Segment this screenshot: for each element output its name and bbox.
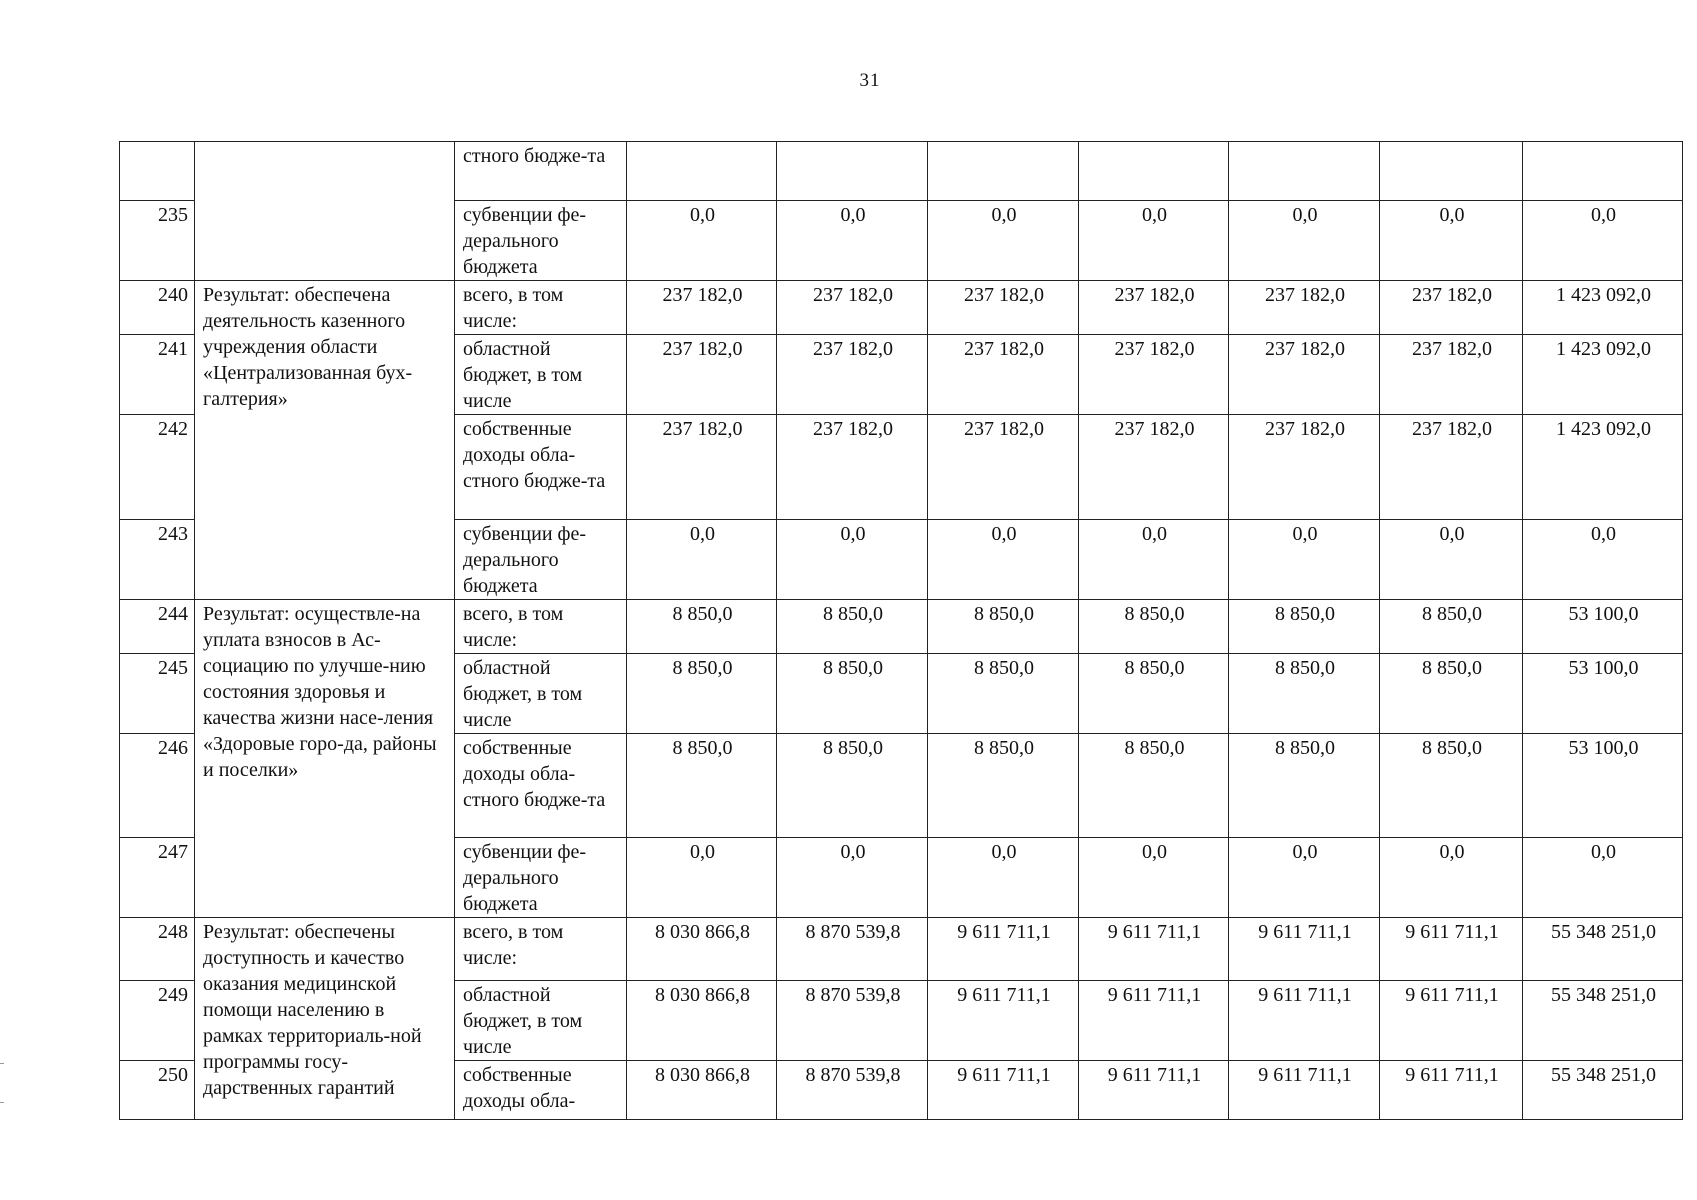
value-cell: 9 611 711,1 — [928, 1061, 1079, 1120]
value-cell: 8 850,0 — [627, 600, 777, 654]
row-number: 249 — [120, 981, 195, 1061]
value-cell: 237 182,0 — [627, 415, 777, 520]
value-cell: 0,0 — [928, 520, 1079, 600]
value-cell: 8 850,0 — [1380, 734, 1523, 838]
value-cell — [777, 142, 928, 201]
row-number: 247 — [120, 838, 195, 918]
value-cell: 0,0 — [777, 201, 928, 281]
result-description: Результат: обеспечена деятельность казенного учреждения области «Централизованная бух-галтерия» — [195, 281, 455, 600]
total-cell: 53 100,0 — [1523, 654, 1683, 734]
value-cell — [627, 142, 777, 201]
row-number: 240 — [120, 281, 195, 335]
row-number: 243 — [120, 520, 195, 600]
funding-type: стного бюдже-та — [455, 142, 627, 201]
total-cell: 0,0 — [1523, 838, 1683, 918]
total-cell: 55 348 251,0 — [1523, 918, 1683, 981]
total-cell — [1523, 142, 1683, 201]
funding-type: областной бюджет, в том числе — [455, 335, 627, 415]
value-cell: 237 182,0 — [928, 281, 1079, 335]
value-cell: 0,0 — [1229, 520, 1380, 600]
total-cell: 0,0 — [1523, 520, 1683, 600]
value-cell: 0,0 — [1079, 838, 1229, 918]
funding-type: всего, в том числе: — [455, 281, 627, 335]
row-number: 245 — [120, 654, 195, 734]
value-cell: 8 850,0 — [928, 600, 1079, 654]
total-cell: 55 348 251,0 — [1523, 1061, 1683, 1120]
value-cell: 0,0 — [1229, 838, 1380, 918]
value-cell: 9 611 711,1 — [928, 981, 1079, 1061]
value-cell: 9 611 711,1 — [1229, 918, 1380, 981]
value-cell: 8 870 539,8 — [777, 918, 928, 981]
row-number — [120, 142, 195, 201]
value-cell: 8 850,0 — [627, 654, 777, 734]
value-cell: 8 850,0 — [1229, 600, 1380, 654]
value-cell: 8 850,0 — [928, 734, 1079, 838]
value-cell: 237 182,0 — [1079, 415, 1229, 520]
value-cell: 8 850,0 — [1380, 654, 1523, 734]
row-number: 241 — [120, 335, 195, 415]
funding-type: субвенции фе-дерального бюджета — [455, 520, 627, 600]
total-cell: 0,0 — [1523, 201, 1683, 281]
page-number: 31 — [859, 70, 881, 91]
value-cell: 9 611 711,1 — [1079, 981, 1229, 1061]
value-cell: 0,0 — [928, 201, 1079, 281]
value-cell: 9 611 711,1 — [1380, 918, 1523, 981]
value-cell: 9 611 711,1 — [1229, 1061, 1380, 1120]
value-cell: 8 850,0 — [1079, 734, 1229, 838]
funding-type: собственные доходы обла-стного бюдже-та — [455, 734, 627, 838]
value-cell: 8 850,0 — [777, 600, 928, 654]
value-cell: 237 182,0 — [1380, 281, 1523, 335]
value-cell: 8 030 866,8 — [627, 1061, 777, 1120]
value-cell: 0,0 — [1079, 201, 1229, 281]
value-cell: 8 850,0 — [777, 734, 928, 838]
value-cell: 237 182,0 — [1079, 281, 1229, 335]
value-cell: 8 030 866,8 — [627, 981, 777, 1061]
value-cell: 9 611 711,1 — [928, 918, 1079, 981]
value-cell: 0,0 — [1380, 520, 1523, 600]
value-cell: 237 182,0 — [1229, 415, 1380, 520]
value-cell: 237 182,0 — [1079, 335, 1229, 415]
total-cell: 1 423 092,0 — [1523, 415, 1683, 520]
value-cell: 8 870 539,8 — [777, 981, 928, 1061]
value-cell: 8 850,0 — [928, 654, 1079, 734]
value-cell: 237 182,0 — [777, 335, 928, 415]
funding-type: субвенции фе-дерального бюджета — [455, 201, 627, 281]
value-cell — [928, 142, 1079, 201]
funding-type: областной бюджет, в том числе — [455, 981, 627, 1061]
value-cell: 0,0 — [1380, 201, 1523, 281]
row-number: 246 — [120, 734, 195, 838]
value-cell: 8 850,0 — [777, 654, 928, 734]
value-cell: 0,0 — [1079, 520, 1229, 600]
total-cell: 55 348 251,0 — [1523, 981, 1683, 1061]
value-cell: 237 182,0 — [928, 415, 1079, 520]
value-cell: 8 850,0 — [1380, 600, 1523, 654]
value-cell: 8 850,0 — [1229, 734, 1380, 838]
value-cell: 237 182,0 — [777, 281, 928, 335]
value-cell: 0,0 — [627, 838, 777, 918]
result-description — [195, 142, 455, 281]
value-cell: 8 850,0 — [627, 734, 777, 838]
value-cell: 237 182,0 — [627, 281, 777, 335]
funding-type: всего, в том числе: — [455, 600, 627, 654]
table-row — [120, 142, 1683, 201]
row-number: 242 — [120, 415, 195, 520]
value-cell: 0,0 — [1380, 838, 1523, 918]
funding-type: собственные доходы обла-стного бюдже-та — [455, 415, 627, 520]
value-cell: 237 182,0 — [627, 335, 777, 415]
value-cell: 9 611 711,1 — [1079, 918, 1229, 981]
value-cell: 8 850,0 — [1079, 654, 1229, 734]
total-cell: 1 423 092,0 — [1523, 335, 1683, 415]
value-cell: 8 870 539,8 — [777, 1061, 928, 1120]
scan-margin-marks — [0, 1063, 4, 1103]
result-description: Результат: обеспечены доступность и качество оказания медицинской помощи населению в рамках территориаль-ной программы госу-дарственных гарантий — [195, 918, 455, 1120]
value-cell: 9 611 711,1 — [1380, 981, 1523, 1061]
value-cell: 237 182,0 — [1380, 415, 1523, 520]
value-cell: 9 611 711,1 — [1229, 981, 1380, 1061]
value-cell: 237 182,0 — [928, 335, 1079, 415]
budget-table — [119, 141, 1683, 1120]
value-cell: 0,0 — [627, 520, 777, 600]
funding-type: областной бюджет, в том числе — [455, 654, 627, 734]
value-cell: 237 182,0 — [1380, 335, 1523, 415]
value-cell: 237 182,0 — [1229, 335, 1380, 415]
value-cell — [1380, 142, 1523, 201]
value-cell: 8 850,0 — [1079, 600, 1229, 654]
value-cell: 237 182,0 — [1229, 281, 1380, 335]
table-row — [120, 918, 1683, 981]
value-cell: 0,0 — [627, 201, 777, 281]
value-cell: 9 611 711,1 — [1079, 1061, 1229, 1120]
value-cell: 0,0 — [777, 838, 928, 918]
row-number: 248 — [120, 918, 195, 981]
value-cell: 0,0 — [1229, 201, 1380, 281]
value-cell: 8 850,0 — [1229, 654, 1380, 734]
funding-type: собственные доходы обла- — [455, 1061, 627, 1120]
value-cell — [1229, 142, 1380, 201]
value-cell: 237 182,0 — [777, 415, 928, 520]
value-cell: 8 030 866,8 — [627, 918, 777, 981]
total-cell: 1 423 092,0 — [1523, 281, 1683, 335]
value-cell: 0,0 — [928, 838, 1079, 918]
funding-type: субвенции фе-дерального бюджета — [455, 838, 627, 918]
row-number: 235 — [120, 201, 195, 281]
table-row — [120, 600, 1683, 654]
value-cell: 9 611 711,1 — [1380, 1061, 1523, 1120]
total-cell: 53 100,0 — [1523, 600, 1683, 654]
table-row — [120, 281, 1683, 335]
value-cell — [1079, 142, 1229, 201]
value-cell: 0,0 — [777, 520, 928, 600]
row-number: 250 — [120, 1061, 195, 1120]
row-number: 244 — [120, 600, 195, 654]
total-cell: 53 100,0 — [1523, 734, 1683, 838]
funding-type: всего, в том числе: — [455, 918, 627, 981]
result-description: Результат: осуществле-на уплата взносов в Ас-социацию по улучше-нию состояния здоровья и качества жизни насе-ления «Здоровые горо-да, районы и поселки» — [195, 600, 455, 918]
